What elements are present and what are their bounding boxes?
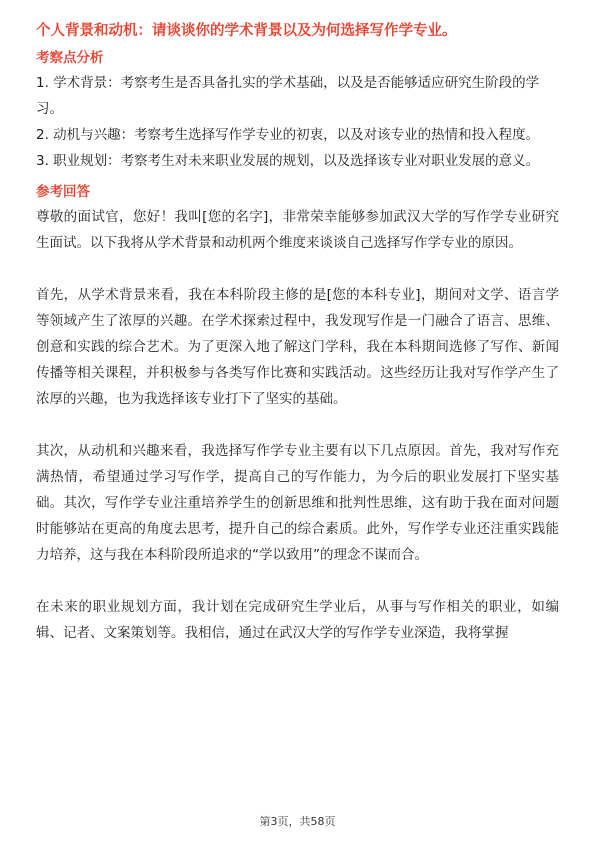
analysis-item-career: 3. 职业规划：考察考生对未来职业发展的规划，以及选择该专业对职业发展的意义。 xyxy=(36,153,540,169)
answer-paragraph-greeting: 尊敬的面试官，您好！我叫[您的名字]，非常荣幸能够参加武汉大学的写作学专业研究生面试。以下我将从学术背景和动机两个维度来谈谈自己选择写作学专业的原因。 xyxy=(36,209,559,251)
answer-heading: 参考回答 xyxy=(36,184,90,200)
question-title: 个人背景和动机：请谈谈你的学术背景以及为何选择写作学专业。 xyxy=(36,23,457,39)
page-number: 第3页，共58页 xyxy=(259,815,336,828)
analysis-item-motivation: 2. 动机与兴趣：考察考生选择写作学专业的初衷，以及对该专业的热情和投入程度。 xyxy=(36,127,540,143)
analysis-heading: 考察点分析 xyxy=(36,50,104,66)
answer-paragraph-motivation: 其次，从动机和兴趣来看，我选择写作学专业主要有以下几点原因。首先，我对写作充满热情，希望通过学习写作学，提高自己的写作能力，为今后的职业发展打下坚实基础。其次，写作学专业注重培养学生的创新思维和批判性思维，这有助于我在面对问题时能够站在更高的角度去思考，提升自己的综合素质。此外，写作学专业还注重实践能力培养，这与我在本科阶段所追求的“学以致用”的理念不谋而合。 xyxy=(36,443,559,563)
analysis-item-academic: 1. 学术背景：考察考生是否具备扎实的学术基础，以及是否能够适应研究生阶段的学习。 xyxy=(36,75,540,117)
answer-paragraph-career: 在未来的职业规划方面，我计划在完成研究生学业后，从事与写作相关的职业，如编辑、记者、文案策划等。我相信，通过在武汉大学的写作学专业深造，我将掌握 xyxy=(36,599,559,641)
analysis-list xyxy=(36,70,559,174)
answer-paragraph-academic: 首先，从学术背景来看，我在本科阶段主修的是[您的本科专业]，期间对文学、语言学等领域产生了浓厚的兴趣。在学术探索过程中，我发现写作是一门融合了语言、思维、创意和实践的综合艺术。为了更深入地了解这门学科，我在本科期间选修了写作、新闻传播等相关课程，并积极参与各类写作比赛和实践活动。这些经历让我对写作学产生了浓厚的兴趣，也为我选择该专业打下了坚实的基础。 xyxy=(36,287,559,407)
